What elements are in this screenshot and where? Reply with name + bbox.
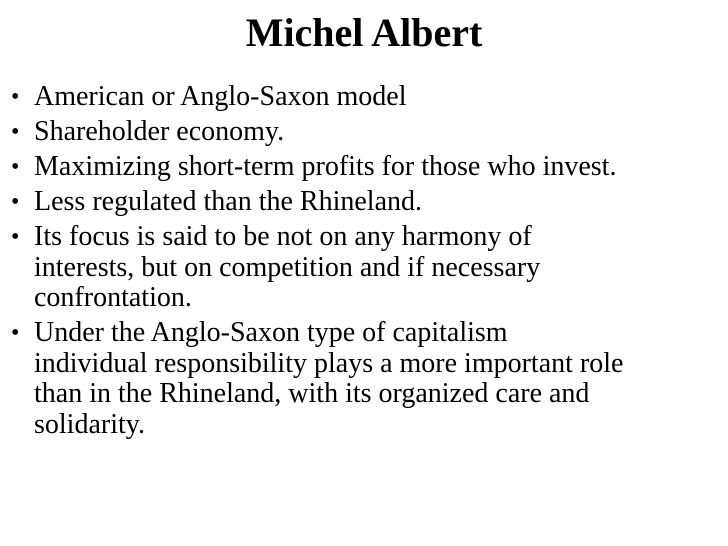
- bullet-dot-icon: •: [11, 84, 20, 110]
- bullet-dot-icon: •: [11, 154, 20, 180]
- bullet-line: confrontation.: [34, 282, 192, 313]
- bullet-item: [8, 152, 724, 183]
- bullet-dot-icon: •: [11, 320, 20, 346]
- bullet-line: than in the Rhineland, with its organized care and: [34, 378, 590, 409]
- bullet-list: [8, 82, 724, 445]
- bullet-item: [8, 318, 724, 440]
- bullet-line: interests, but on competition and if necessary: [34, 251, 541, 283]
- bullet-line: Under the Anglo-Saxon type of capitalism: [34, 317, 508, 348]
- bullet-item: [8, 117, 724, 148]
- bullet-dot-icon: •: [11, 189, 20, 215]
- bullet-line: American or Anglo-Saxon model: [34, 81, 407, 112]
- bullet-line: Less regulated than the Rhineland.: [34, 186, 422, 217]
- bullet-item: [8, 222, 724, 314]
- bullet-line: Its focus is said to be not on any harmony of: [34, 221, 532, 252]
- bullet-line: Shareholder economy.: [34, 116, 285, 147]
- bullet-item: [8, 187, 724, 218]
- bullet-dot-icon: •: [11, 224, 20, 250]
- bullet-line: individual responsibility plays a more important role: [34, 347, 624, 379]
- bullet-dot-icon: •: [11, 119, 20, 145]
- bullet-item: [8, 82, 724, 113]
- bullet-line: Maximizing short-term profits for those who invest.: [34, 151, 617, 182]
- bullet-line: solidarity.: [34, 408, 145, 440]
- slide-title: Michel Albert: [245, 10, 483, 55]
